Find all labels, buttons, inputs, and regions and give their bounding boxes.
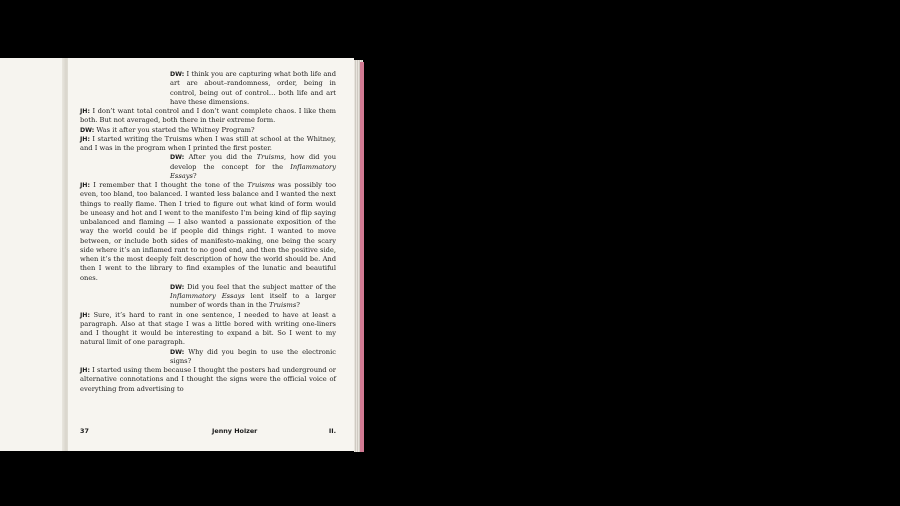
- interview-text: [80, 70, 336, 394]
- text-run: After you did the: [184, 153, 257, 162]
- speaker-label: DW:: [170, 71, 185, 78]
- speaker-label: JH:: [80, 367, 90, 374]
- text-run: was possibly too even, too bland, too balanced. I wanted less balance and I wanted the next things to really flame. Then I tried to figure out what kind of form would be uneasy and hot and I went to the manifesto I’m being kind of flip saying unbalanced and flaming — I also wanted a passionate exposition of the way the world could be if people did things right. I wanted to move between, or include both sides of manifesto-making, one being the scary side where it’s an inflamed rant to no good end, and then the positive side, when it’s the most deeply felt description of how the world should be. And then I went to the library to find examples of the lunatic and beautiful ones.: [80, 181, 336, 282]
- answer-paragraph: [80, 135, 336, 154]
- speaker-label: JH:: [80, 311, 90, 319]
- text-run: Was it after you started the Whitney Program?: [94, 125, 255, 134]
- text-run: I started using them because I thought the posters had underground or alternative connotations and I thought the signs were the official voice of everything from advertising to: [80, 366, 336, 393]
- answer-paragraph: [80, 311, 336, 348]
- speaker-label: JH:: [80, 108, 90, 115]
- question-paragraph: [80, 70, 336, 107]
- text-run: ?: [192, 171, 197, 180]
- text-run: Sure, it’s hard to rant in one sentence, I needed to have at least a paragraph. Also at that stage I was a little bored with writing one-liners and I thought it would be interesting to expand a bit. So I went to my natural limit of one paragraph.: [80, 310, 336, 347]
- italic-title: Inflammatory Essays: [170, 162, 336, 180]
- italic-title: Truisms: [247, 181, 275, 189]
- speaker-label: DW:: [170, 283, 185, 291]
- italic-title: Truisms: [256, 153, 285, 162]
- speaker-label: DW:: [80, 126, 95, 134]
- speaker-label: DW:: [170, 348, 185, 356]
- pink-edge: [360, 62, 364, 452]
- speaker-label: JH:: [80, 135, 90, 143]
- text-run: I think you are capturing what both life and art are about–randomness, order, being in control, being out of control… both life and art have these dimensions.: [170, 70, 336, 106]
- running-author: Jenny Holzer: [212, 427, 258, 435]
- left-page: [0, 58, 66, 451]
- question-paragraph: [80, 348, 336, 367]
- page-number: 37: [80, 427, 89, 435]
- text-run: I don’t want total control and I don’t want complete chaos. I like them both. But not averaged, both there in their extreme form.: [80, 107, 336, 125]
- text-run: ?: [296, 301, 300, 310]
- text-run: Did you feel that the subject matter of the: [184, 282, 336, 291]
- text-run: , how did you develop the concept for the: [170, 153, 337, 171]
- text-run: I remember that I thought the tone of the: [89, 181, 248, 189]
- speaker-label: DW:: [170, 154, 185, 162]
- section-number: II.: [328, 427, 336, 435]
- answer-paragraph: [80, 366, 336, 394]
- text-run: lent itself to a larger number of words than in the: [170, 292, 336, 310]
- speaker-label: JH:: [80, 182, 90, 189]
- answer-paragraph: [80, 107, 336, 126]
- answer-paragraph: [80, 181, 336, 283]
- italic-title: Inflammatory Essays: [170, 292, 245, 300]
- answer-paragraph: [80, 126, 336, 135]
- italic-title: Truisms: [269, 301, 297, 310]
- question-paragraph: [80, 153, 336, 181]
- question-paragraph: [80, 283, 336, 311]
- text-run: Why did you begin to use the electronic signs?: [170, 347, 336, 365]
- text-run: I started writing the Truisms when I was still at school at the Whitney, and I was in the program when I printed the first poster.: [80, 134, 336, 152]
